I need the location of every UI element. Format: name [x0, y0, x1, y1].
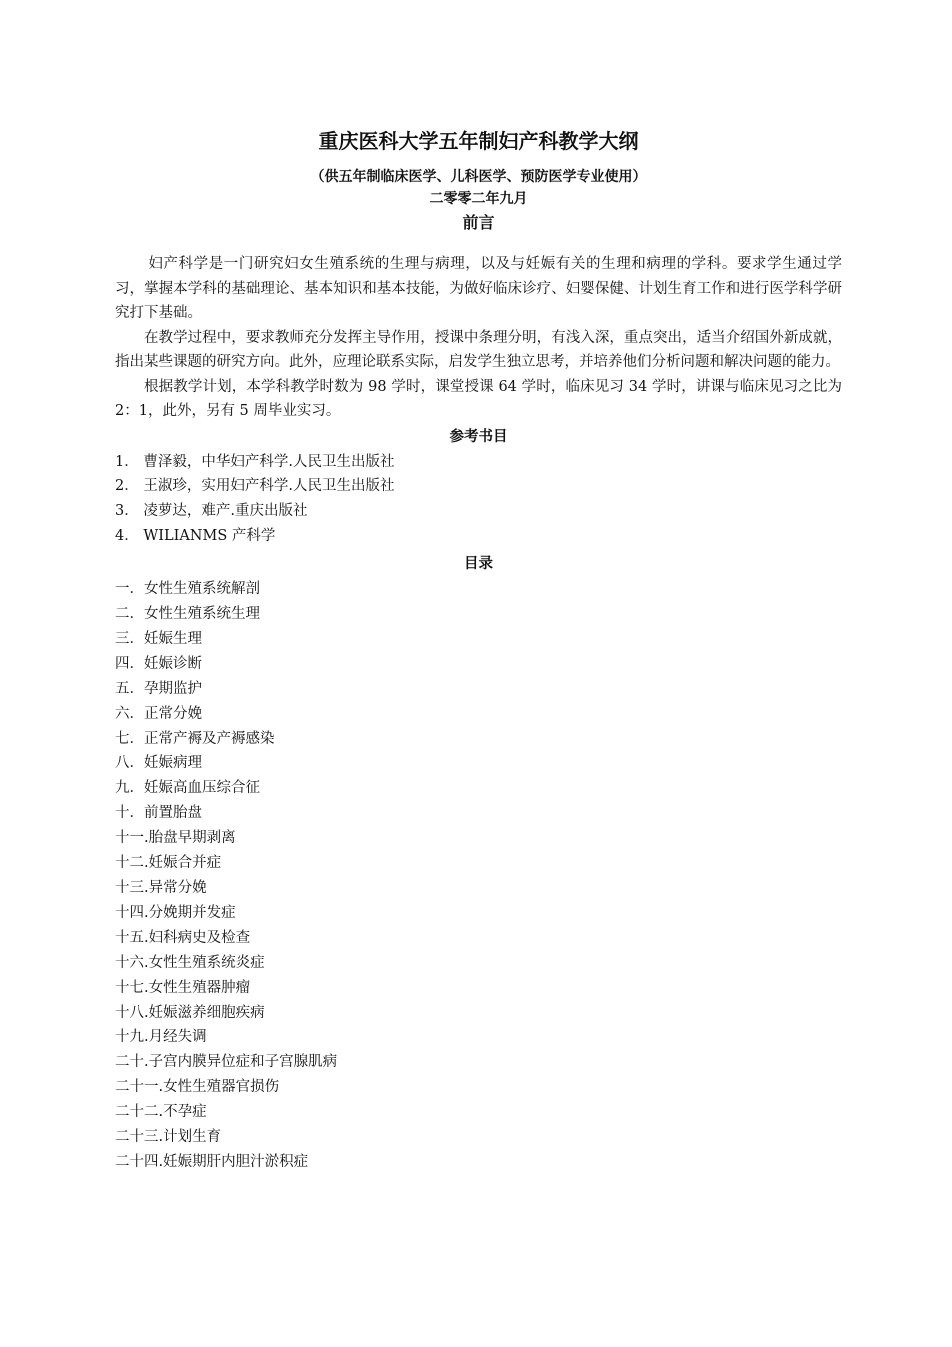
toc-item: 十．前置胎盘	[115, 805, 202, 822]
document-title: 重庆医科大学五年制妇产科教学大纲	[318, 129, 639, 153]
preface-heading: 前言	[462, 213, 495, 232]
toc-item: 七．正常产褥及产褥感染	[115, 730, 275, 747]
toc-item: 十一.胎盘早期剥离	[115, 830, 236, 847]
toc-item: 十九.月经失调	[115, 1029, 207, 1046]
toc-item: 十二.妊娠合并症	[115, 855, 222, 872]
toc-item: 十四.分娩期并发症	[115, 904, 236, 921]
document-subtitle: （供五年制临床医学、儿科医学、预防医学专业使用）	[310, 169, 647, 185]
toc-item: 二十二.不孕症	[115, 1104, 207, 1121]
document-date: 二零零二年九月	[429, 191, 528, 207]
toc-item: 一．女性生殖系统解剖	[115, 581, 260, 598]
toc-item: 九．妊娠高血压综合征	[115, 780, 260, 797]
toc-list	[115, 577, 842, 1175]
toc-item: 三．妊娠生理	[115, 630, 202, 647]
references-list	[115, 450, 842, 550]
preface-paragraph: 在教学过程中，要求教师充分发挥主导作用，授课中条理分明，有浅入深，重点突出，适当介绍国外新成就，指出某些课题的研究方向。此外，应理论联系实际，启发学生独立思考，并培养他们分析问题和解决问题的能力。	[115, 329, 842, 370]
toc-item: 十八.妊娠滋养细胞疾病	[115, 1004, 265, 1021]
toc-item: 十五.妇科病史及检查	[115, 929, 251, 946]
toc-item: 五．孕期监护	[115, 680, 202, 697]
toc-item: 二十三.计划生育	[115, 1129, 222, 1146]
reference-item: 1． 曹泽毅，中华妇产科学.人民卫生出版社	[115, 453, 395, 470]
toc-item: 四．妊娠诊断	[115, 655, 202, 672]
toc-item: 十六.女性生殖系统炎症	[115, 954, 265, 971]
toc-item: 十三.异常分娩	[115, 880, 207, 896]
toc-item: 二十一.女性生殖器官损伤	[115, 1079, 280, 1096]
reference-item: 3． 凌萝达，难产.重庆出版社	[115, 503, 308, 520]
preface-paragraph: 妇产科学是一门研究妇女生殖系统的生理与病理，以及与妊娠有关的生理和病理的学科。要求学生通过学习，掌握本学科的基础理论、基本知识和基本技能，为做好临床诊疗、妇婴保健、计划生育工作和进行医学科学研究打下基础。	[115, 256, 842, 321]
toc-item: 二十.子宫内膜异位症和子宫腺肌病	[115, 1054, 338, 1071]
reference-item: 2． 王淑珍，实用妇产科学.人民卫生出版社	[115, 478, 395, 495]
references-heading: 参考书目	[449, 428, 508, 445]
preface-body	[115, 252, 842, 424]
toc-item: 二十四.妊娠期肝内胆汁淤积症	[115, 1153, 309, 1170]
toc-heading: 目录	[464, 556, 493, 573]
reference-item: 4． WILIANMS 产科学	[115, 528, 276, 545]
document-content	[115, 124, 842, 1175]
toc-item: 八．妊娠病理	[115, 755, 202, 772]
toc-item: 二．女性生殖系统生理	[115, 606, 260, 623]
preface-paragraph: 根据教学计划，本学科教学时数为 98 学时，课堂授课 64 学时，临床见习 34 学时，讲课与临床见习之比为 2：1，此外，另有 5 周毕业实习。	[115, 378, 842, 419]
toc-item: 十七.女性生殖器肿瘤	[115, 979, 251, 996]
toc-item: 六．正常分娩	[115, 705, 202, 722]
